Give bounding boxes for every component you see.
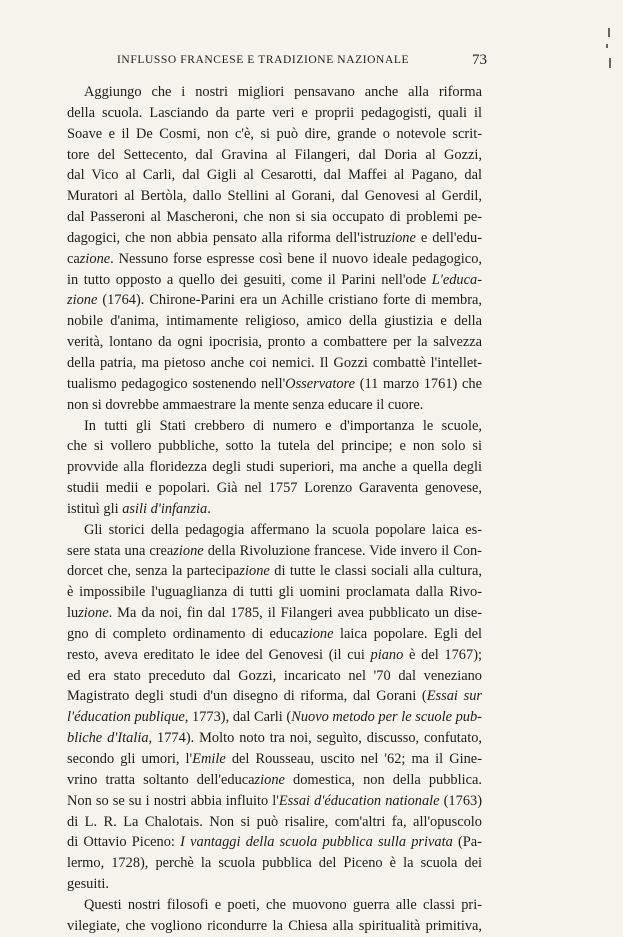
italic-phrase: L'educa- xyxy=(431,271,482,288)
text-line: luzione. Ma da noi, fin dal 1785, il Filangeri avea pubblicato un dise- xyxy=(67,605,482,622)
running-title: INFLUSSO FRANCESE E TRADIZIONE NAZIONALE xyxy=(117,54,410,66)
text-line: bliche d'Italia, 1774). Molto noto tra noi, seguìto, discusso, confutato, xyxy=(67,730,482,747)
text-line: gesuiti. xyxy=(67,876,109,893)
italic-phrase: Osservatore xyxy=(285,375,355,392)
text-line: In tutti gli Stati crebbero di numero e d'importanza le scuole, xyxy=(84,417,482,434)
italic-phrase: Essai d'éducation nationale xyxy=(278,792,440,809)
text-line: cazione. Nessuno forse espresse così bene il nuovo ideale pedagogico, xyxy=(67,250,482,267)
page-number: 73 xyxy=(472,52,487,68)
text-line: Gli storici della pedagogia affermano la scuola popolare laica es- xyxy=(84,521,482,538)
text-line: che si vollero pubbliche, sotto la tutela del principe; e non solo si xyxy=(67,438,482,455)
italic-phrase: zione xyxy=(303,625,334,642)
text-line: nobile d'anima, intimamente religioso, amico della giustizia e della xyxy=(67,313,482,330)
italic-phrase: piano xyxy=(370,646,404,663)
italic-phrase: zione xyxy=(173,542,204,559)
text-line: vilegiate, che vogliono ricondurre la Chiesa alla spiritualità primitiva, xyxy=(67,917,482,934)
text-line: Magistrato degli studi d'un disegno di riforma, dal Gorani (Essai sur xyxy=(67,688,482,705)
text-line: di L. R. La Chalotais. Non si può risalire, com'altri fa, all'opuscolo xyxy=(67,813,482,830)
text-line: gno di completo ordinamento di educazione laica popolare. Egli del xyxy=(67,625,482,642)
text-line: Muratori al Bertòla, dallo Stellini al Gorani, dal Genovesi al Gerdil, xyxy=(67,188,482,205)
text-line: Aggiungo che i nostri migliori pensavano anche alla riforma xyxy=(84,84,482,100)
text-line: è impossibile l'uguaglianza di tutti gli uomini proclamata dalla Rivo- xyxy=(67,584,482,601)
text-line: Soave e il De Cosmi, non c'è, si può dire, grande o notevole scrit- xyxy=(67,125,482,142)
italic-phrase: zione xyxy=(385,229,416,246)
text-line: di Ottavio Piceno: I vantaggi della scuola pubblica sulla privata (Pa- xyxy=(67,834,482,851)
text-line: dal Vico al Carli, dal Gigli al Cesarotti, dal Maffei al Pagano, dal xyxy=(67,167,482,184)
text-line: della patria, ma pietoso anche coi nemici. Il Gozzi combattè l'intellet- xyxy=(67,354,482,371)
text-line: studii medii e popolari. Già nel 1757 Lorenzo Garaventa genovese, xyxy=(67,480,482,497)
italic-phrase: I vantaggi della scuola pubblica sulla privata xyxy=(180,834,453,851)
italic-phrase: bliche d'Italia, xyxy=(67,730,153,747)
text-line: secondo gli umori, l'Emile del Rousseau, uscito nel '62; ma il Gine- xyxy=(67,751,482,767)
italic-phrase: zione xyxy=(239,563,270,580)
italic-phrase: asili d'infanzia xyxy=(122,500,208,517)
text-line: provvide alla floridezza degli studi superiori, ma anche a quella degli xyxy=(67,459,482,476)
text-line: non si dovrebbe ammaestrare la mente senza educare il cuore. xyxy=(67,396,424,413)
text-line: Non so se su i nostri abbia influito l'Essai d'éducation nationale (1763) xyxy=(67,792,482,809)
italic-phrase: Nuovo metodo per le scuole pub- xyxy=(291,709,482,726)
text-line: in tutto opposto a quello dei gesuiti, come il Parini nell'ode L'educa- xyxy=(67,271,482,288)
text-line: l'éducation publique, 1773), dal Carli (Nuovo metodo per le scuole pub- xyxy=(67,709,482,726)
margin-specks xyxy=(602,28,616,78)
text-line: zione (1764). Chirone-Parini era un Achille cristiano forte di membra, xyxy=(67,292,482,309)
text-line: verità, lontano da ogni ipocrisia, pronto a combattere per la salvezza xyxy=(67,334,482,351)
italic-phrase: zione xyxy=(67,292,98,309)
text-line: dagogici, che non abbia pensato alla riforma dell'istruzione e dell'edu- xyxy=(67,229,482,246)
italic-phrase: Essai sur xyxy=(426,688,482,705)
text-line: dorcet che, senza la partecipazione di tutte le classi sociali alla cultura, xyxy=(67,563,482,580)
text-line: tore del Settecento, dal Gravina al Filangeri, dal Doria al Gozzi, xyxy=(67,146,482,163)
text-line: vrino tratta soltanto dell'educazione domestica, non della pubblica. xyxy=(67,771,482,788)
text-line: sere stata una creazione della Rivoluzione francese. Vide invero il Con- xyxy=(67,542,482,559)
text-line: ed era stato preceduto dal Gozzi, incaricato nel '70 dal veneziano xyxy=(67,667,482,684)
text-line: resto, aveva ereditato le idee del Genovesi (il cui piano è del 1767); xyxy=(67,646,482,663)
text-line: della scuola. Lasciando da parte veri e proprii pedagogisti, quali il xyxy=(67,104,482,121)
text-line: dal Passeroni al Mascheroni, che non si sia occupato di problemi pe- xyxy=(67,209,482,226)
italic-phrase: l'éducation publique, xyxy=(67,709,189,726)
italic-phrase: zione xyxy=(254,771,285,788)
italic-phrase: zione xyxy=(78,605,109,622)
italic-phrase: Emile xyxy=(192,751,226,767)
text-line: tualismo pedagogico sostenendo nell'Osservatore (11 marzo 1761) che xyxy=(67,375,482,392)
italic-phrase: zione xyxy=(79,250,111,267)
text-line: Questi nostri filosofi e poeti, che muovono guerra alle classi pri- xyxy=(84,896,482,913)
text-line: istituì gli asili d'infanzia. xyxy=(67,500,211,517)
body-text xyxy=(67,82,482,937)
text-line: lermo, 1728), perchè la scuola pubblica del Piceno è la scuola dei xyxy=(67,855,482,872)
